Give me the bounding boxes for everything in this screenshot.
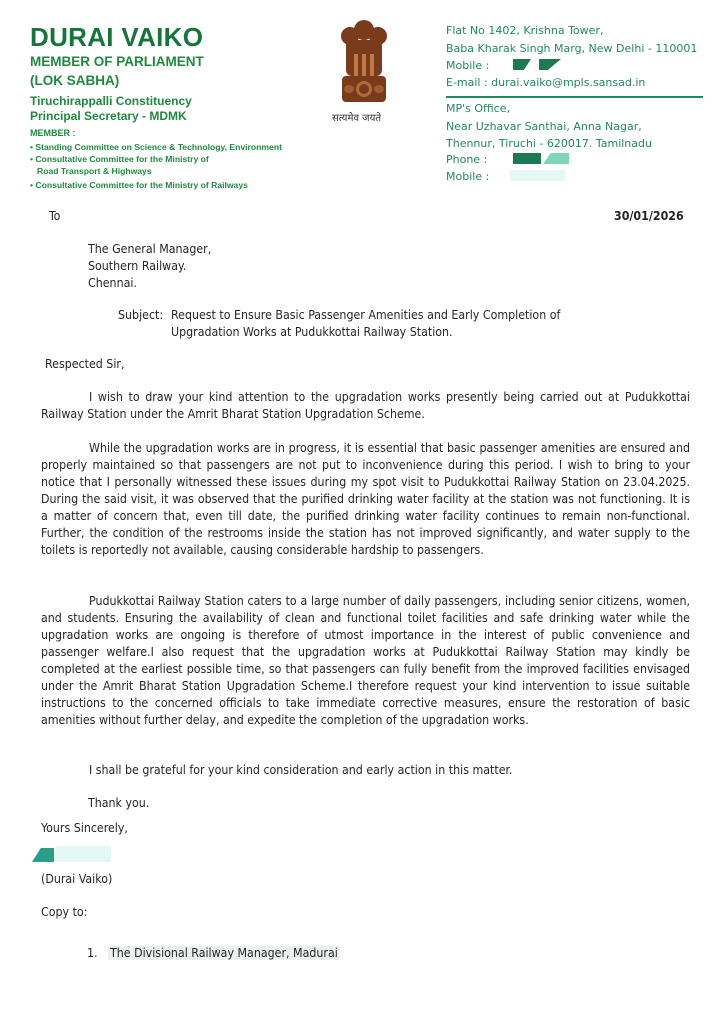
address-divider	[446, 96, 703, 98]
redacted-signature	[32, 848, 54, 862]
redacted-mobile	[513, 59, 531, 70]
office-line2: Near Uzhavar Santhai, Anna Nagar,	[446, 120, 642, 133]
office-mobile-label: Mobile :	[446, 170, 490, 183]
body-paragraph: While the upgradation works are in progress, it is essential that basic passenger amenities are ensured and properly maintained so that passengers are not put to inconvenience during this period. I wish to bring to your notice that I personally witnessed these issues during my spot visit to Pudukkottai Railway Station on 23.04.2025. During the said visit, it was observed that the purified drinking water facility at the station was not functioning. It is a matter of concern that, even till date, the purified drinking water facility continues to remain non-functional. Further, the condition of the restrooms inside the station has not improved significantly, and water supply to the toilets is reportedly not available, causing considerable hardship to passengers.	[41, 441, 690, 557]
membership-item: • Consultative Committee for the Ministry of Railways	[30, 180, 248, 190]
motto: सत्यमेव जयते	[332, 113, 382, 124]
copy-to-recipient: The Divisional Railway Manager, Madurai	[110, 946, 338, 960]
delhi-address-line2: Baba Kharak Singh Marg, New Delhi - 110001	[446, 42, 698, 55]
subject-line: Upgradation Works at Pudukkottai Railway Station.	[171, 325, 453, 339]
subject-label: Subject:	[118, 308, 164, 322]
house-name: (LOK SABHA)	[30, 73, 120, 88]
constituency: Tiruchirappalli Constituency	[30, 94, 192, 108]
office-line3: Thennur, Tiruchi - 620017. Tamilnadu	[446, 137, 652, 150]
email: E-mail : durai.vaiko@mpls.sansad.in	[446, 76, 646, 89]
membership-item: Road Transport & Highways	[37, 166, 152, 176]
redacted-mobile	[510, 170, 565, 181]
mp-title: MEMBER OF PARLIAMENT	[30, 54, 204, 69]
body-paragraph: I wish to draw your kind attention to the upgradation works presently being carried out at Pudukkottai Railway Station under the Amrit Bharat Station Upgradation Scheme.	[41, 390, 690, 421]
membership-item: • Standing Committee on Science & Technology, Environment	[30, 142, 282, 152]
office-line1: MP's Office,	[446, 102, 510, 115]
to-label: To	[49, 209, 61, 223]
redacted-mobile	[539, 59, 561, 70]
office-phone-label: Phone :	[446, 153, 488, 166]
membership-item: • Consultative Committee for the Ministry of	[30, 154, 209, 164]
delhi-mobile-label: Mobile :	[446, 59, 490, 72]
redacted-signature	[56, 846, 111, 862]
recipient-line: Southern Railway.	[88, 259, 187, 273]
thanks: Thank you.	[88, 796, 150, 810]
letter-date: 30/01/2026	[614, 209, 684, 223]
copy-to-number: 1.	[87, 946, 98, 960]
subject-line: Request to Ensure Basic Passenger Amenities and Early Completion of	[171, 308, 561, 322]
body-paragraph: Pudukkottai Railway Station caters to a large number of daily passengers, including senior citizens, women, and students. Ensuring the availability of clean and functional toilet facilities and safe drinking water while the upgradation works are ongoing is therefore of utmost importance in the interest of public convenience and passenger welfare.I also request that the upgradation works at Pudukkottai Railway Station may kindly be completed at the earliest possible time, so that passengers can fully benefit from the improved facilities envisaged under the Amrit Bharat Station Upgradation Scheme.I therefore request your kind intervention to issue suitable instructions to the concerned officials to take immediate corrective measures, ensure the restoration of basic amenities without further delay, and expedite the completion of the upgradation works.	[41, 594, 690, 727]
body-paragraph: I shall be grateful for your kind consideration and early action in this matter.	[89, 763, 513, 777]
member-header: MEMBER :	[30, 128, 76, 138]
closing: Yours Sincerely,	[41, 821, 128, 835]
delhi-address-line1: Flat No 1402, Krishna Tower,	[446, 24, 604, 37]
national-emblem-icon	[334, 14, 394, 114]
salutation: Respected Sir,	[45, 357, 125, 371]
redacted-phone	[543, 153, 569, 164]
redacted-phone	[513, 153, 541, 164]
party-role: Principal Secretary - MDMK	[30, 109, 187, 123]
recipient-line: Chennai.	[88, 276, 137, 290]
copy-to-label: Copy to:	[41, 905, 88, 919]
mp-name: DURAI VAIKO	[30, 22, 204, 52]
signatory-name: (Durai Vaiko)	[41, 872, 113, 886]
recipient-line: The General Manager,	[88, 242, 212, 256]
